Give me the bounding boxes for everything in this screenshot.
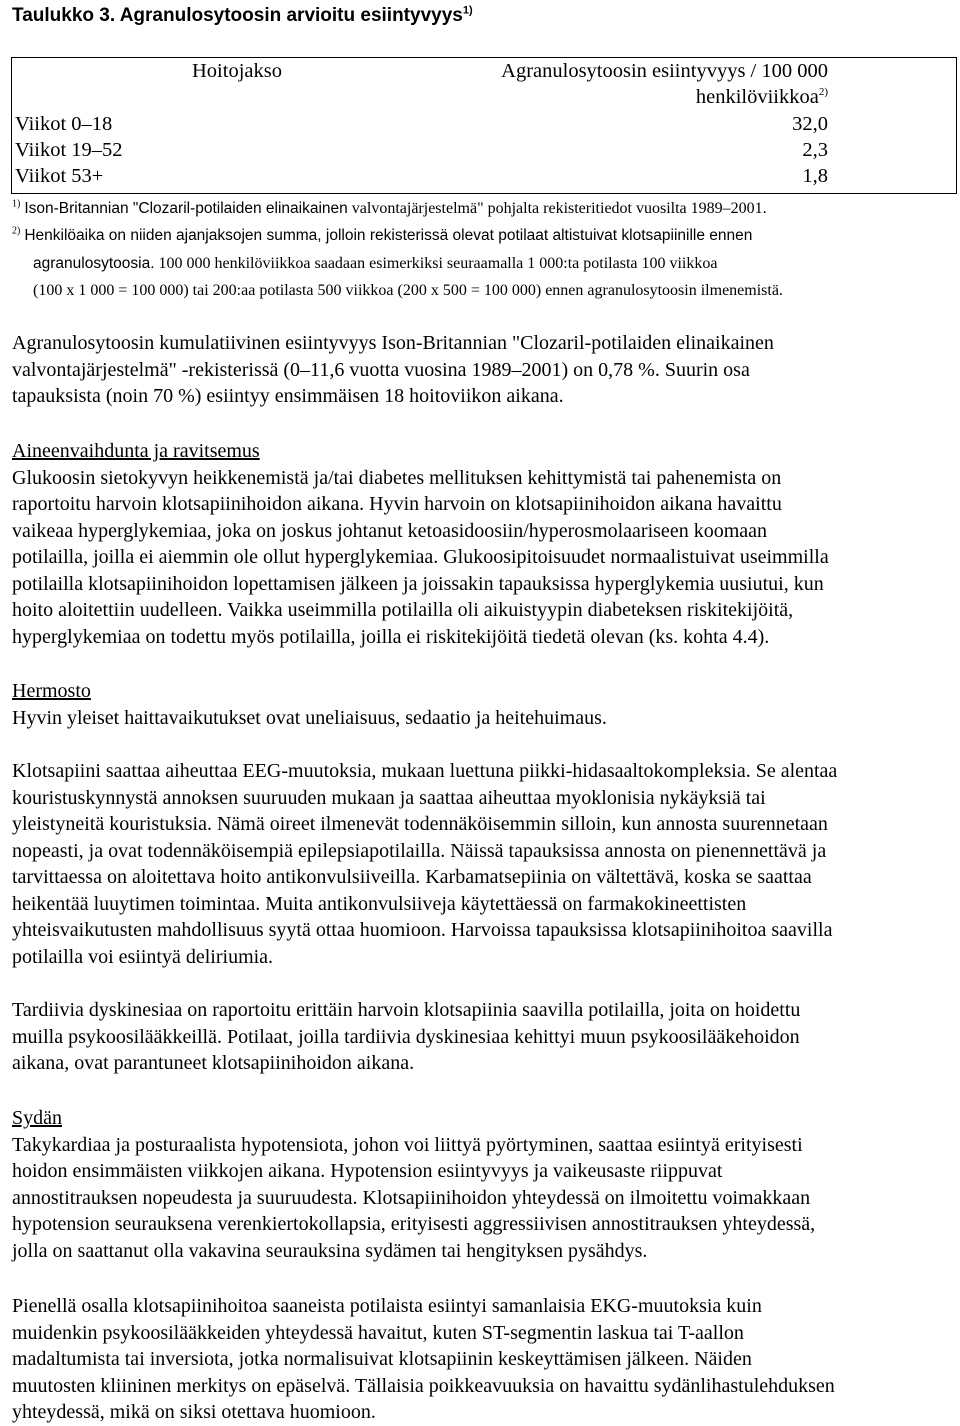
table-row-period: Viikot 0–18 <box>15 113 113 135</box>
table-row-value: 1,8 <box>802 165 828 187</box>
table-row-value: 2,3 <box>802 139 828 161</box>
section-heading: Sydän <box>12 1107 62 1129</box>
section-heading: Hermosto <box>12 680 91 702</box>
table-caption: Taulukko 3. Agranulosytoosin arvioitu esiintyvyys$^{1)}$ <box>12 4 473 26</box>
section-nervous-system: Hermosto Hyvin yleiset haittavaikutukset ovat uneliaisuus, sedaatio ja heitehuimaus. <box>12 678 957 731</box>
column-header-period: Hoitojakso <box>192 60 282 82</box>
column-header-incidence-unit: henkilöviikkoa$^{2)}$ <box>695 86 828 108</box>
footnote-2-cont: agranulosytoosia. 100 000 henkilöviikkoa saadaan esimerkiksi seuraamalla 1 000:ta potilasta 100 viikkoa <box>33 255 718 272</box>
paragraph-eeg: Klotsapiini saattaa aiheuttaa EEG-muutoksia, mukaan luettuna piikki-hidasaaltokompleksia. Se alentaa kouristuskynnystä annoksen suuruuden mukaan ja saattaa aiheuttaa myoklonisia nykäyksiä tai yleistyneitä kouristuksia. Nämä oireet ilmenevät todennäköisemmin silloin, kun annosta suurennetaan nopeasti, ja ovat todennäköisempiä epilepsiapotilailla. Näissä tapauksissa annosta on pienennettävä ja tarvittaessa on aloitettava hoito antikonvulsiiveilla. Karbamatsepiinia on vältettävä, koska se saattaa heikentää luuytimen toimintaa. Muita antikonvulsiiveja käytettäessä on farmakokineettisten yhteisvaikutusten mahdollisuus syytä ottaa huomioon. Harvoissa tapauksissa klotsapiinihoitoa saavilla potilailla voi esiintyä deliriumia. <box>12 760 838 968</box>
column-header-incidence: Agranulosytoosin esiintyvyys / 100 000 <box>501 60 828 82</box>
footnote-2-cont: (100 x 1 000 = 100 000) tai 200:aa potilasta 500 viikkoa (200 x 500 = 100 000) ennen agranulosytoosin ilmenemistä. <box>33 282 783 299</box>
section-heading: Aineenvaihdunta ja ravitsemus <box>12 440 260 462</box>
section-heart: Sydän Takykardiaa ja posturaalista hypotensiota, johon voi liittyä pyörtyminen, saattaa esiintyä erityisesti hoidon ensimmäisten viikkojen aikana. Hypotension esiintyvyys ja vaikeusaste riippuvat annostitrauksen nopeudesta ja suuruudesta. Klotsapiinihoidon yhteydessä on ilmoitettu voimakkaan hypotension seurauksena verenkiertokollapsia, erityisesti aggressiivisen annostitrauksen yhteydessä, jolla on saattanut olla vakavina seurauksina sydämen tai hengityksen pysähdys. <box>12 1105 957 1264</box>
paragraph-tardive-dyskinesia: Tardiivia dyskinesiaa on raportoitu erittäin harvoin klotsapiinia saavilla potilailla, joita on hoidettu muilla psykoosilääkkeillä. Potilaat, joilla tardiivia dyskinesiaa kehittyi muun psykoosilääkehoidon aikana, ovat parantuneet klotsapiinihoidon aikana. <box>12 999 801 1074</box>
paragraph-cumulative-incidence: Agranulosytoosin kumulatiivinen esiintyvyys Ison-Britannian "Clozaril-potilaiden elinaikainen valvontajärjestelmä" -rekisterissä (0–11,6 vuotta vuosina 1989–2001) on 0,78 %. Suurin osa tapauksista (noin 70 %) esiintyy ensimmäisen 18 hoitoviikon aikana. <box>12 332 774 407</box>
caption-footnote-marker: 1) <box>462 4 473 17</box>
incidence-table <box>11 57 957 194</box>
paragraph-ecg: Pienellä osalla klotsapiinihoitoa saaneista potilaista esiintyi samanlaisia EKG-muutoksia kuin muidenkin psykoosilääkkeiden yhteydessä havaitut, kuten ST-segmentin laskua tai T-aallon madaltumista tai inversiota, jotka normalisuivat klotsapiinin keskeyttämisen jälkeen. Näiden muutosten kliininen merkitys on epäselvä. Tällaisia poikkeavuuksia on havaittu sydänlihastulehduksen yhteydessä, mikä on siksi otettava huomioon. <box>12 1295 835 1423</box>
footnote-1: $^{1)}$ Ison-Britannian "Clozaril-potilaiden elinaikainen valvontajärjestelmä" pohjalta rekisteritiedot vuosilta 1989–2001. <box>12 198 767 217</box>
table-row-value: 32,0 <box>792 113 828 135</box>
footnote-2: $^{2)}$ Henkilöaika on niiden ajanjaksojen summa, jolloin rekisterissä olevat potilaat altistuivat klotsapiinille ennen <box>12 225 753 244</box>
table-row-period: Viikot 19–52 <box>15 139 123 161</box>
section-metabolism: Aineenvaihdunta ja ravitsemus Glukoosin sietokyvyn heikkenemistä ja/tai diabetes mellituksen kehittymistä tai pahenemista on raportoitu harvoin klotsapiinihoidon aikana. Hyvin harvoin on klotsapiinihoidon aikana havaittu vaikeaa hyperglykemiaa, joka on joskus johtanut ketoasidoosiin/hyperosmolaariseen koomaan potilailla, joilla ei aiemmin ole ollut hyperglykemiaa. Glukoosipitoisuudet normaalistuivat useimmilla potilailla klotsapiinihoidon lopettamisen jälkeen ja joissakin tapauksissa hyperglykemia uusiutui, kun hoito aloitettiin uudelleen. Vaikka useimmilla potilailla oli aikuistyypin diabeteksen riskitekijöitä, hyperglykemiaa on todettu myös potilailla, joilla ei riskitekijöitä tiedetä olevan (ks. kohta 4.4). <box>12 438 957 650</box>
table-row-period: Viikot 53+ <box>15 165 104 187</box>
